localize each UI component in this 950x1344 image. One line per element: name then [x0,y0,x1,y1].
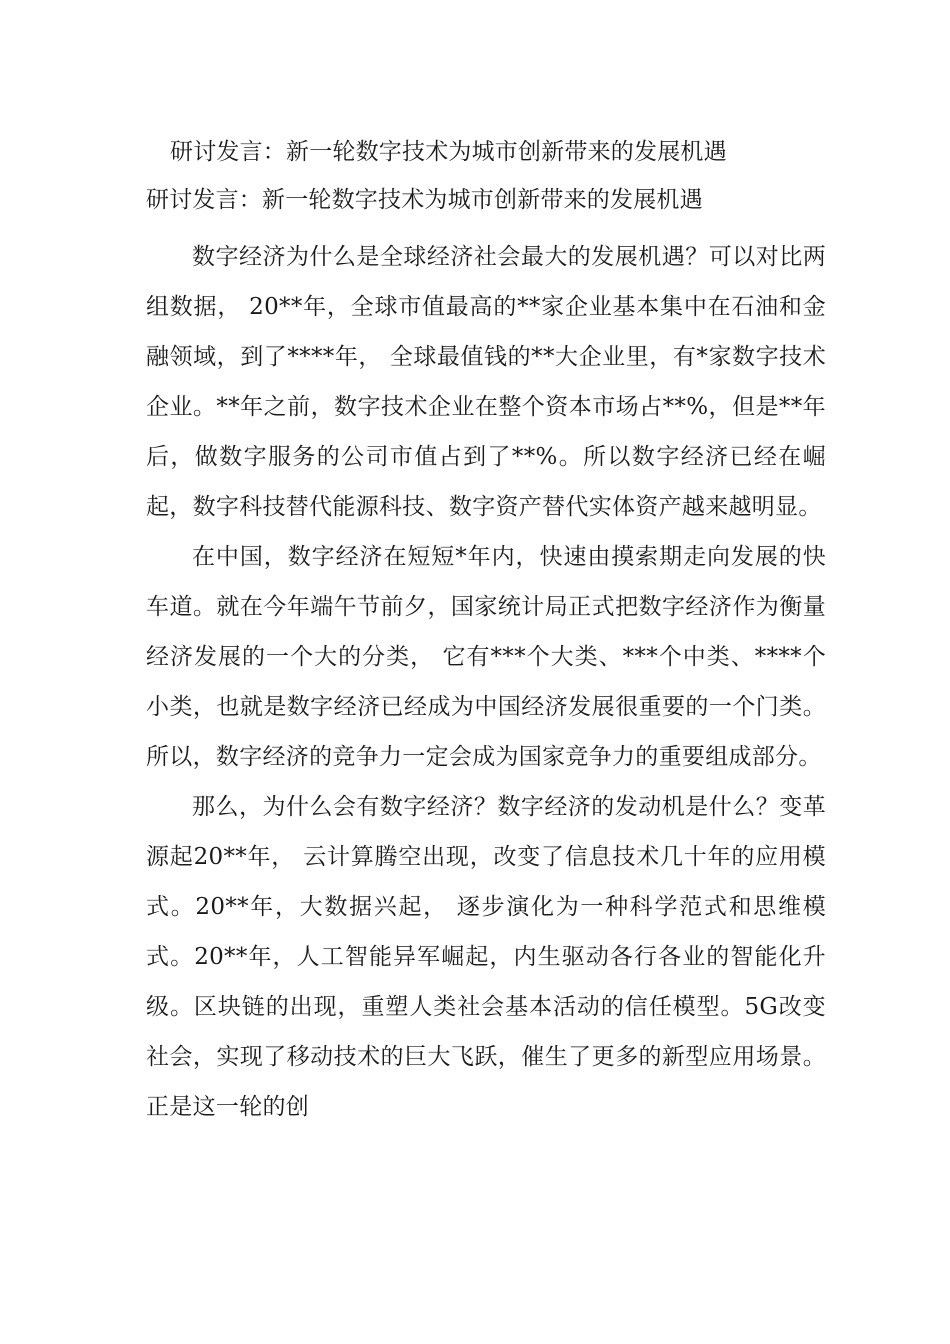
paragraph-2: 在中国，数字经济在短短*年内，快速由摸索期走向发展的快车道。就在今年端午节前夕，国家统计局正式把数字经济作为衡量经济发展的一个大的分类， 它有***个大类、***个中类、****个小类，也就是数字经济已经成为中国经济发展很重要的一个门类。所以，数字经济的竞争力一定会成为国家竞争力的重要组成部分。 [146,544,826,770]
document-title: 研讨发言：新一轮数字技术为城市创新带来的发展机遇 [170,139,727,165]
document-body [146,232,826,1132]
paragraph-3: 那么，为什么会有数字经济？数字经济的发动机是什么？变革源起20**年， 云计算腾空出现，改变了信息技术几十年的应用模式。20**年，大数据兴起， 逐步演化为一种科学范式和思维模式。20**年，人工智能异军崛起，内生驱动各行各业的智能化升级。区块链的出现，重塑人类社会基本活动的信任模型。5G改变社会，实现了移动技术的巨大飞跃，催生了更多的新型应用场景。正是这一轮的创 [146,794,826,1120]
document-title-repeat: 研讨发言：新一轮数字技术为城市创新带来的发展机遇 [146,187,703,213]
paragraph-1: 数字经济为什么是全球经济社会最大的发展机遇？可以对比两组数据， 20**年，全球市值最高的**家企业基本集中在石油和金融领域，到了****年， 全球最值钱的**大企业里，有*家数字技术企业。**年之前，数字技术企业在整个资本市场占**%，但是**年后，做数字服务的公司市值占到了**%。所以数字经济已经在崛起，数字科技替代能源科技、数字资产替代实体资产越来越明显。 [146,244,826,520]
